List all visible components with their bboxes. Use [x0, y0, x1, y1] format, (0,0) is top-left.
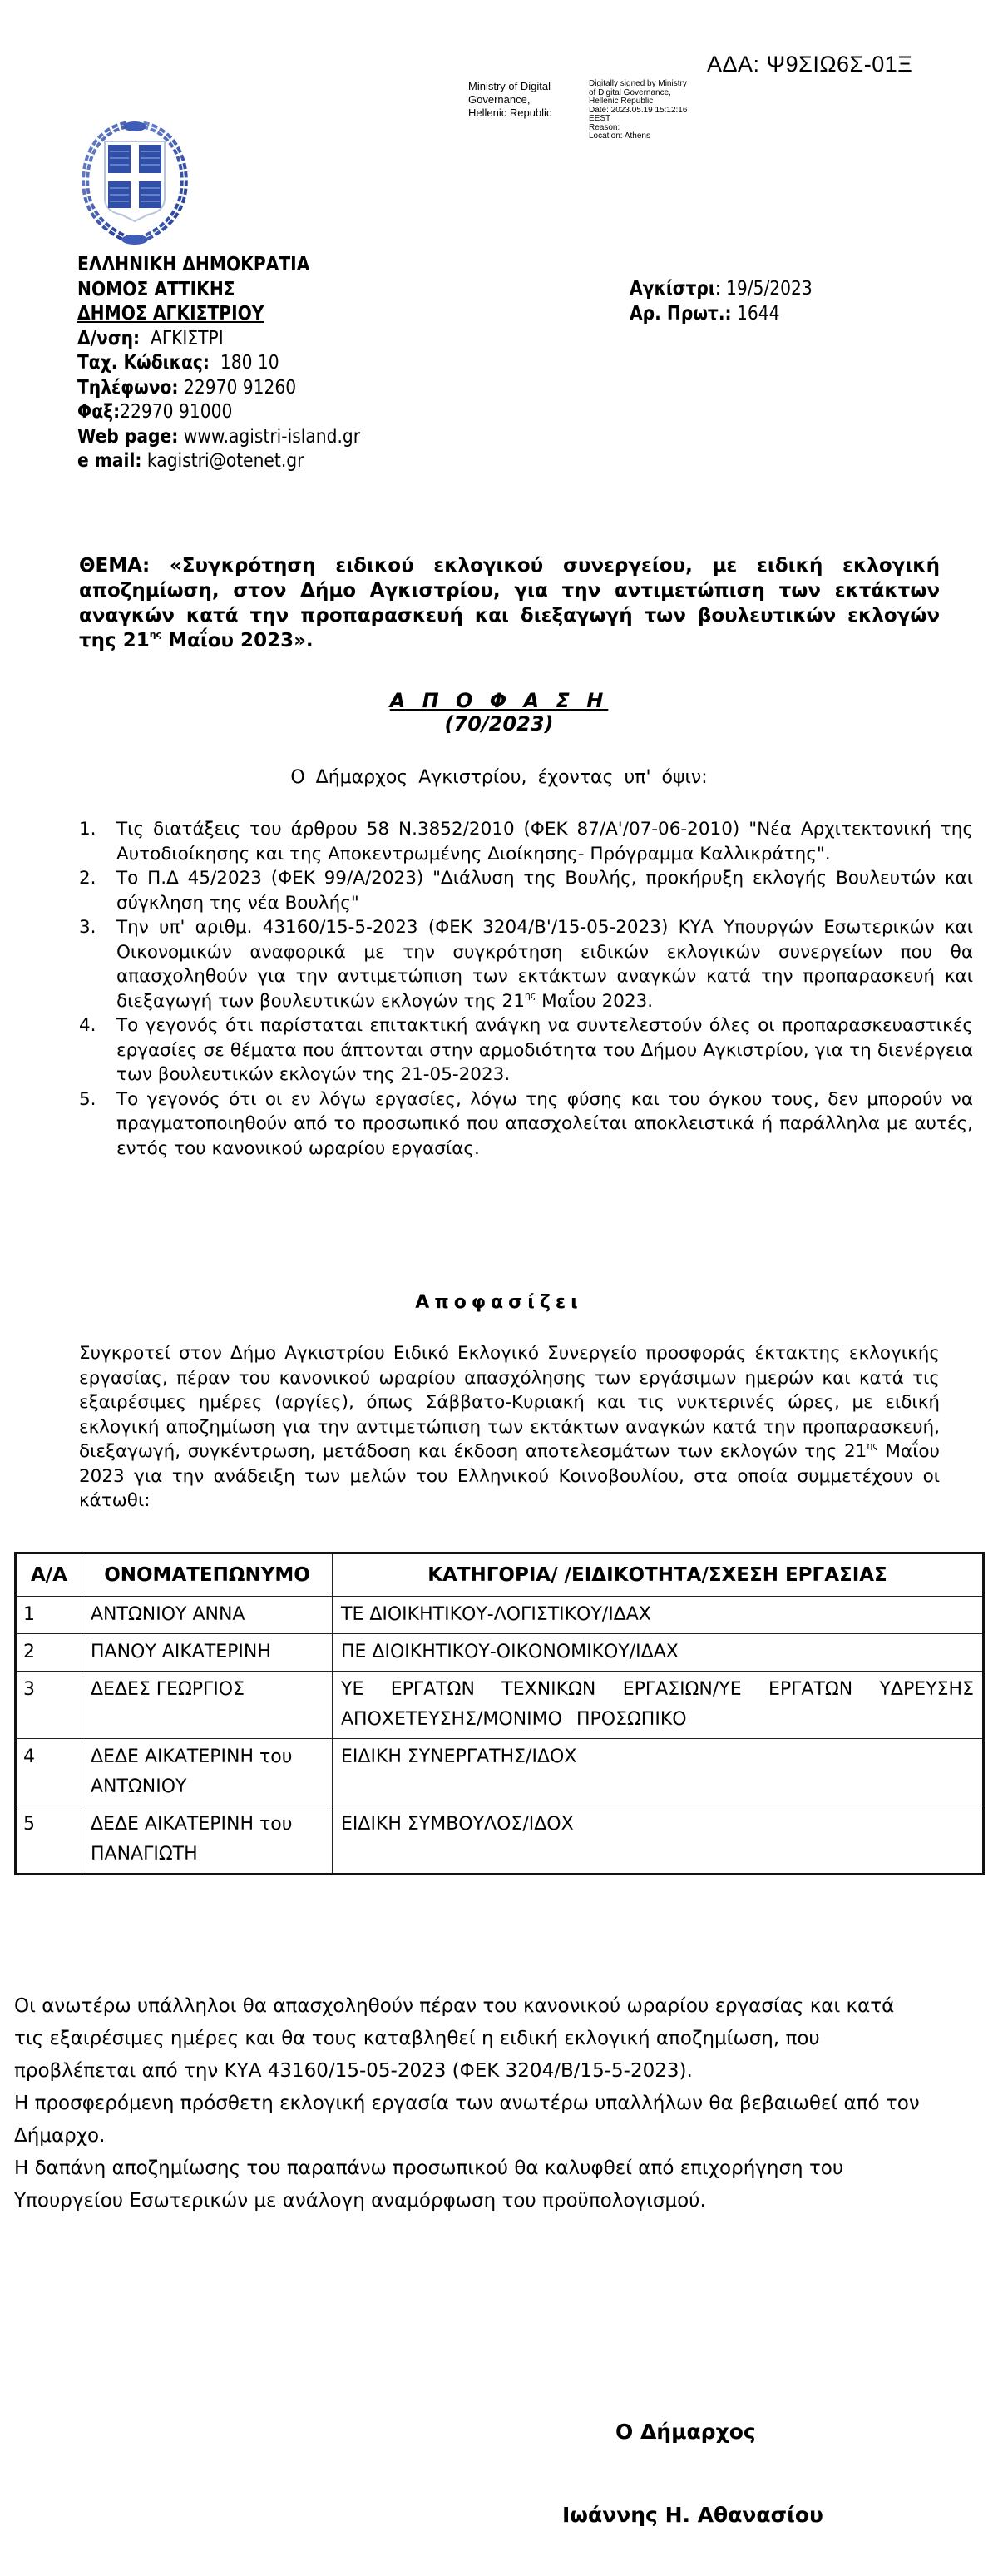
item-text-end: Μαΐου 2023.	[536, 990, 654, 1012]
fax-value: 22970 91000	[120, 401, 233, 423]
email-label: e mail:	[77, 450, 142, 472]
cell-name: ΔΕΔΕ ΑΙΚΑΤΕΡΙΝΗ του ΑΝΤΩΝΙΟΥ	[82, 1739, 333, 1806]
consideration-item	[79, 915, 973, 1013]
address-label: Δ/νση:	[77, 327, 141, 349]
table-row	[16, 1597, 984, 1634]
subject-superscript: ης	[149, 629, 162, 640]
column-header-role: ΚΑΤΗΓΟΡΙΑ/ /ΕΙΔΙΚΟΤΗΤΑ/ΣΧΕΣΗ ΕΡΓΑΣΙΑΣ	[333, 1553, 984, 1597]
ada-code: ΑΔΑ: Ψ9ΣΙΩ6Σ-01Ξ	[707, 52, 913, 77]
item-text: Την υπ' αριθμ. 43160/15-5-2023 (ΦΕΚ 3204/Β'/15-05-2023) ΚΥΑ Υπουργών Εσωτερικών και Οικονομικών αναφορικά με την συγκρότηση ειδικών εκλογικών συνεργείων που θα απασχοληθούν για την αντιμετώπιση των εκτάκτων αναγκών κατά την προπαρασκευή και διεξαγωγή των βουλευτικών εκλογών της 21	[116, 917, 973, 1012]
web-label: Web page:	[77, 425, 179, 448]
cell-no: 4	[16, 1739, 82, 1806]
cell-no: 1	[16, 1597, 82, 1634]
signature-issuer-line: Ministry of Digital	[468, 80, 551, 92]
closing-paragraph: Η δαπάνη αποζημίωσης του παραπάνω προσωπικού θα καλυφθεί από επιχορήγηση του Υπουργείου Εσωτερικών με ανάλογη αναμόρφωση του προϋπολογισμού.	[14, 2157, 844, 2212]
address-value: ΑΓΚΙΣΤΡΙ	[150, 327, 224, 349]
decree-text: Συγκροτεί στον Δήμο Αγκιστρίου Ειδικό Εκλογικό Συνεργείο προσφοράς έκτακτης εκλογικής εργασίας, πέραν του κανονικού ωραρίου απασχόλησης των εργάσιμων ημερών και κατά τις εξαιρέσιμες ημέρες (αργίες), όπως Σάββατο-Κυριακή και τις νυκτερινές ώρες, με ειδική εκλογική αποζημίωση για την αντιμετώπιση των εκτάκτων αναγκών κατά την προπαρασκευή, διεξαγωγή, συγκέντρωση, μετάδοση και έκδοση αποτελεσμάτων των εκλογών της 21	[79, 1343, 940, 1462]
cell-role: ΠΕ ΔΙΟΙΚΗΤΙΚΟΥ-ΟΙΚΟΝΟΜΙΚΟΥ/ΙΔΑΧ	[333, 1634, 984, 1672]
subject-paragraph	[79, 553, 940, 653]
closing-section	[14, 1990, 929, 2217]
column-header-name: ΟΝΟΜΑΤΕΠΩΝΥΜΟ	[82, 1553, 333, 1597]
fax-label: Φαξ:	[77, 401, 121, 423]
table-row	[16, 1739, 984, 1806]
item-superscript: ης	[524, 989, 536, 1001]
signature-issuer	[468, 80, 551, 120]
consideration-item	[79, 1087, 973, 1162]
date-protocol-block	[630, 277, 837, 326]
cell-name: ΔΕΔΕ ΑΙΚΑΤΕΡΙΝΗ του ΠΑΝΑΓΙΩΤΗ	[82, 1806, 333, 1875]
web-link[interactable]: www.agistri-island.gr	[183, 425, 361, 448]
decision-number: (70/2023)	[444, 712, 554, 736]
table-row	[16, 1672, 984, 1739]
item-number: 4.	[79, 1015, 96, 1036]
closing-paragraph: Οι ανωτέρω υπάλληλοι θα απασχοληθούν πέραν του κανονικού ωραρίου εργασίας και κατά τις εξαιρέσιμες ημέρες και θα τους καταβληθεί η ειδική εκλογική αποζημίωση, που προβλέπεται από την ΚΥΑ 43160/15-05-2023 (ΦΕΚ 3204/Β/15-5-2023).	[14, 1995, 895, 2082]
cell-role: ΥΕ ΕΡΓΑΤΩΝ ΤΕΧΝΙΚΩΝ ΕΡΓΑΣΙΩΝ/ΥΕ ΕΡΓΑΤΩΝ ΥΔΡΕΥΣΗΣ ΑΠΟΧΕΤΕΥΣΗΣ/ΜΟΝΙΜΟ ΠΡΟΣΩΠΙΚΟ	[333, 1672, 984, 1739]
item-text: Το Π.Δ 45/2023 (ΦΕΚ 99/Α/2023) "Διάλυση της Βουλής, προκήρυξη εκλογής Βουλευτών και σύγκληση της νέα Βουλής"	[116, 868, 973, 914]
item-number: 1.	[79, 819, 96, 840]
column-header-no: Α/Α	[16, 1553, 82, 1597]
table-row	[16, 1634, 984, 1672]
signature-detail-line: Hellenic Republic	[589, 97, 654, 106]
decree-text-end: Μαΐου 2023 για την ανάδειξη των μελών του Ελληνικού Κοινοβουλίου, στα οποία συμμετέχουν οι κάτωθι:	[79, 1441, 940, 1511]
signature-detail-line: of Digital Governance,	[589, 87, 671, 97]
consideration-item	[79, 817, 973, 866]
table-header-row	[16, 1553, 984, 1597]
cell-name: ΠΑΝΟΥ ΑΙΚΑΤΕΡΙΝΗ	[82, 1634, 333, 1672]
item-number: 2.	[79, 868, 96, 889]
email-link[interactable]: kagistri@otenet.gr	[146, 450, 304, 472]
cell-role: ΕΙΔΙΚΗ ΣΥΜΒΟΥΛΟΣ/ΙΔΟΧ	[333, 1806, 984, 1875]
decides-heading: Αποφασίζει	[415, 1292, 583, 1313]
republic-name: ΕΛΛΗΝΙΚΗ ΔΗΜΟΚΡΑΤΙΑ	[77, 254, 310, 275]
postal-code-value: 180 10	[220, 352, 279, 374]
signature-issuer-line: Hellenic Republic	[468, 107, 552, 119]
organization-block	[77, 253, 398, 474]
decree-superscript: ης	[867, 1440, 878, 1451]
phone-value: 22970 91260	[183, 376, 297, 399]
decree-paragraph	[79, 1341, 940, 1513]
consideration-item	[79, 1013, 973, 1087]
postal-code-label: Ταχ. Κώδικας:	[77, 352, 210, 374]
item-number: 5.	[79, 1088, 96, 1110]
cell-no: 5	[16, 1806, 82, 1875]
place-label: Αγκίστρι	[630, 278, 715, 300]
decision-title: Α Π Ο Φ Α Σ Η	[389, 689, 609, 712]
cell-role: ΤΕ ΔΙΟΙΚΗΤΙΚΟΥ-ΛΟΓΙΣΤΙΚΟΥ/ΙΔΑΧ	[333, 1597, 984, 1634]
closing-paragraph: Η προσφερόμενη πρόσθετη εκλογική εργασία των ανωτέρω υπαλλήλων θα βεβαιωθεί από τον Δήμαρχο.	[14, 2093, 920, 2147]
table-row	[16, 1806, 984, 1875]
signature-detail-line: Date: 2023.05.19 15:12:16	[589, 105, 688, 115]
signatory-name: Ιωάννης Η. Αθανασίου	[562, 2503, 823, 2527]
municipality-name: ΔΗΜΟΣ ΑΓΚΙΣΤΡΙΟΥ	[77, 303, 264, 324]
signature-details	[589, 80, 687, 141]
item-text: Τις διατάξεις του άρθρου 58 Ν.3852/2010 (ΦΕΚ 87/Α'/07-06-2010) "Νέα Αρχιτεκτονική της Αυτοδιοίκησης και της Αποκεντρωμένης Διοίκησης- Πρόγραμμα Καλλικράτης".	[116, 819, 973, 864]
signatory-title: Ο Δήμαρχος	[615, 2420, 756, 2444]
consideration-item	[79, 866, 973, 915]
date-value: : 19/5/2023	[714, 278, 813, 300]
phone-label: Τηλέφωνο:	[77, 376, 179, 399]
subject-text: ΘΕΜΑ: «Συγκρότηση ειδικού εκλογικού συνεργείου, με ειδική εκλογική αποζημίωση, στον Δήμο Αγκιστρίου, για την αντιμετώπιση των εκτάκτων αναγκών κατά την προπαρασκευή και διεξαγωγή των βουλευτικών εκλογών της 21	[79, 555, 940, 651]
item-number: 3.	[79, 917, 96, 938]
mayor-intro: Ο Δήμαρχος Αγκιστρίου, έχοντας υπ' όψιν:	[290, 767, 708, 788]
staff-table	[14, 1552, 985, 1875]
signature-detail-line: Location: Athens	[589, 131, 650, 141]
item-text: Το γεγονός ότι παρίσταται επιτακτική ανάγκη να συντελεστούν όλες οι προπαρασκευαστικές εργασίες σε θέματα που άπτονται στην αρμοδιότητα του Δήμου Αγκιστρίου, για τη διενέργεια των βουλευτικών εκλογών της 21-05-2023.	[116, 1015, 973, 1085]
item-text: Το γεγονός ότι οι εν λόγω εργασίες, λόγω της φύσης και του όγκου τους, δεν μπορούν να πραγματοποιηθούν από το προσωπικό που απασχολείται αποκλειστικά ή παράλληλα με αυτές, εντός του κανονικού ωραρίου εργασίας.	[116, 1088, 973, 1159]
signature-detail-line: Digitally signed by Ministry	[589, 79, 687, 88]
cell-role: ΕΙΔΙΚΗ ΣΥΝΕΡΓΑΤΗΣ/ΙΔΟΧ	[333, 1739, 984, 1806]
cell-name: ΔΕΔΕΣ ΓΕΩΡΓΙΟΣ	[82, 1672, 333, 1739]
cell-no: 3	[16, 1672, 82, 1739]
signature-issuer-line: Governance,	[468, 93, 531, 106]
cell-no: 2	[16, 1634, 82, 1672]
considerations-list	[79, 817, 973, 1161]
signature-detail-line: Reason:	[589, 122, 620, 132]
cell-name: ΑΝΤΩΝΙΟΥ ΑΝΝΑ	[82, 1597, 333, 1634]
protocol-number: 1644	[737, 302, 780, 324]
protocol-label: Αρ. Πρωτ.:	[630, 302, 732, 324]
prefecture-name: ΝΟΜΟΣ ΑΤΤΙΚΗΣ	[77, 278, 235, 300]
subject-text-end: Μαΐου 2023».	[161, 630, 314, 651]
greek-coat-of-arms-icon	[77, 107, 193, 256]
signature-detail-line: EEST	[589, 114, 611, 123]
decision-heading	[0, 689, 998, 736]
